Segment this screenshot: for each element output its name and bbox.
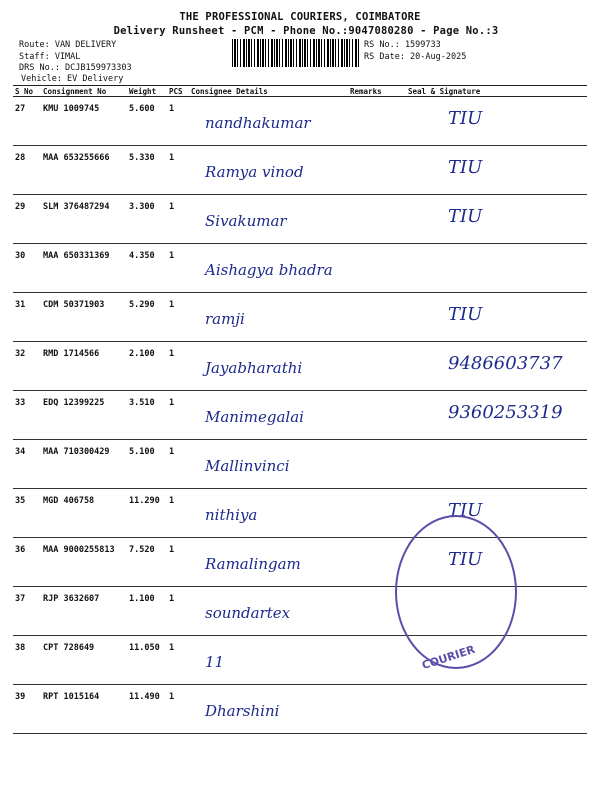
signature: 9486603737 [448, 353, 563, 374]
cell-consignment: EDQ 12399225 [41, 391, 127, 440]
cell-consignee [189, 587, 348, 636]
table-row [13, 244, 587, 293]
cell-weight: 4.350 [127, 244, 167, 293]
cell-consignee [189, 342, 348, 391]
cell-sno: 29 [13, 195, 41, 244]
cell-consignment: MAA 650331369 [41, 244, 127, 293]
table-row [13, 97, 587, 146]
header-weight: Weight [127, 86, 167, 97]
cell-consignment: RMD 1714566 [41, 342, 127, 391]
table-row [13, 685, 587, 734]
cell-consignment: MAA 653255666 [41, 146, 127, 195]
vehicle-label: Vehicle: EV Delivery [21, 74, 124, 84]
cell-weight: 5.600 [127, 97, 167, 146]
cell-weight: 1.100 [127, 587, 167, 636]
cell-consignee [189, 489, 348, 538]
table-row [13, 342, 587, 391]
cell-pcs: 1 [167, 538, 189, 587]
cell-consignee [189, 97, 348, 146]
cell-sno: 27 [13, 97, 41, 146]
cell-sno: 33 [13, 391, 41, 440]
cell-seal [406, 293, 587, 342]
cell-sno: 38 [13, 636, 41, 685]
drs-label: DRS No.: DCJB159973303 [19, 63, 132, 73]
handwritten-name: Manimegalai [205, 408, 304, 426]
cell-consignment: MGD 406758 [41, 489, 127, 538]
handwritten-name: Jayabharathi [205, 359, 303, 377]
cell-remarks [348, 440, 406, 489]
handwritten-name: Ramalingam [205, 555, 301, 573]
cell-weight: 5.290 [127, 293, 167, 342]
handwritten-name: Sivakumar [205, 212, 287, 230]
signature: TIU [448, 206, 483, 227]
handwritten-name: Ramya vinod [205, 163, 304, 181]
cell-consignment: KMU 1009745 [41, 97, 127, 146]
courier-stamp [395, 515, 517, 669]
handwritten-name: ramji [205, 310, 245, 328]
cell-remarks [348, 244, 406, 293]
cell-seal [406, 244, 587, 293]
cell-weight: 11.490 [127, 685, 167, 734]
cell-pcs: 1 [167, 391, 189, 440]
cell-pcs: 1 [167, 685, 189, 734]
cell-consignee [189, 146, 348, 195]
handwritten-name: nithiya [205, 506, 258, 524]
cell-pcs: 1 [167, 636, 189, 685]
cell-consignee [189, 195, 348, 244]
cell-remarks [348, 489, 406, 538]
cell-remarks [348, 293, 406, 342]
rs-number: RS No.: 1599733 [364, 40, 441, 50]
header-remarks: Remarks [348, 86, 406, 97]
runsheet-subtitle: Delivery Runsheet - PCM - Phone No.:9047080280 - Page No.:3 [113, 25, 499, 37]
stamp-text: COURIER [420, 642, 477, 673]
cell-seal [406, 97, 587, 146]
cell-consignee [189, 440, 348, 489]
cell-sno: 35 [13, 489, 41, 538]
cell-consignment: SLM 376487294 [41, 195, 127, 244]
cell-sno: 32 [13, 342, 41, 391]
cell-pcs: 1 [167, 587, 189, 636]
cell-weight: 3.300 [127, 195, 167, 244]
cell-pcs: 1 [167, 293, 189, 342]
company-title: THE PROFESSIONAL COURIERS, COIMBATORE [179, 11, 421, 23]
cell-weight: 5.100 [127, 440, 167, 489]
signature: TIU [448, 549, 483, 570]
header-pcs: PCS [167, 86, 189, 97]
cell-sno: 36 [13, 538, 41, 587]
header-consignee: Consignee Details [189, 86, 348, 97]
cell-sno: 30 [13, 244, 41, 293]
signature: TIU [448, 108, 483, 129]
cell-remarks [348, 636, 406, 685]
signature: TIU [448, 500, 483, 521]
cell-seal [406, 685, 587, 734]
table-row [13, 146, 587, 195]
cell-consignment: MAA 710300429 [41, 440, 127, 489]
cell-remarks [348, 342, 406, 391]
header-sno: S No [13, 86, 41, 97]
cell-pcs: 1 [167, 195, 189, 244]
cell-sno: 37 [13, 587, 41, 636]
cell-weight: 11.290 [127, 489, 167, 538]
signature: TIU [448, 304, 483, 325]
table-row [13, 293, 587, 342]
table-row [13, 489, 587, 538]
cell-pcs: 1 [167, 97, 189, 146]
table-header-row [13, 86, 587, 97]
cell-consignee [189, 685, 348, 734]
cell-consignment: MAA 9000255813 [41, 538, 127, 587]
cell-weight: 2.100 [127, 342, 167, 391]
cell-remarks [348, 146, 406, 195]
cell-consignment: CPT 728649 [41, 636, 127, 685]
signature: 9360253319 [448, 402, 563, 423]
rs-date: RS Date: 20-Aug-2025 [364, 52, 467, 62]
cell-weight: 7.520 [127, 538, 167, 587]
cell-remarks [348, 685, 406, 734]
signature: TIU [448, 157, 483, 178]
staff-label: Staff: VIMAL [19, 52, 81, 62]
route-label: Route: VAN DELIVERY [19, 40, 117, 50]
cell-consignment: RPT 1015164 [41, 685, 127, 734]
cell-pcs: 1 [167, 244, 189, 293]
handwritten-name: Aishagya bhadra [205, 261, 333, 279]
cell-consignee [189, 244, 348, 293]
cell-remarks [348, 391, 406, 440]
table-row [13, 195, 587, 244]
cell-consignee [189, 538, 348, 587]
handwritten-name: 11 [205, 653, 225, 671]
cell-seal [406, 391, 587, 440]
handwritten-name: Dharshini [205, 702, 280, 720]
handwritten-name: soundartex [205, 604, 291, 622]
cell-consignee [189, 391, 348, 440]
header-seal: Seal & Signature [406, 86, 587, 97]
cell-consignment: RJP 3632607 [41, 587, 127, 636]
cell-sno: 28 [13, 146, 41, 195]
cell-pcs: 1 [167, 146, 189, 195]
table-row [13, 391, 587, 440]
handwritten-name: Mallinvinci [205, 457, 290, 475]
cell-pcs: 1 [167, 342, 189, 391]
barcode [232, 39, 360, 67]
cell-consignee [189, 293, 348, 342]
cell-sno: 34 [13, 440, 41, 489]
header-consignment: Consignment No [41, 86, 127, 97]
cell-consignment: CDM 50371903 [41, 293, 127, 342]
cell-seal [406, 440, 587, 489]
cell-pcs: 1 [167, 489, 189, 538]
cell-sno: 39 [13, 685, 41, 734]
cell-pcs: 1 [167, 440, 189, 489]
cell-seal [406, 342, 587, 391]
cell-remarks [348, 195, 406, 244]
cell-consignee [189, 636, 348, 685]
cell-seal [406, 146, 587, 195]
cell-weight: 5.330 [127, 146, 167, 195]
cell-remarks [348, 97, 406, 146]
cell-sno: 31 [13, 293, 41, 342]
cell-weight: 11.050 [127, 636, 167, 685]
handwritten-name: nandhakumar [205, 114, 311, 132]
cell-weight: 3.510 [127, 391, 167, 440]
cell-seal [406, 195, 587, 244]
table-row [13, 440, 587, 489]
